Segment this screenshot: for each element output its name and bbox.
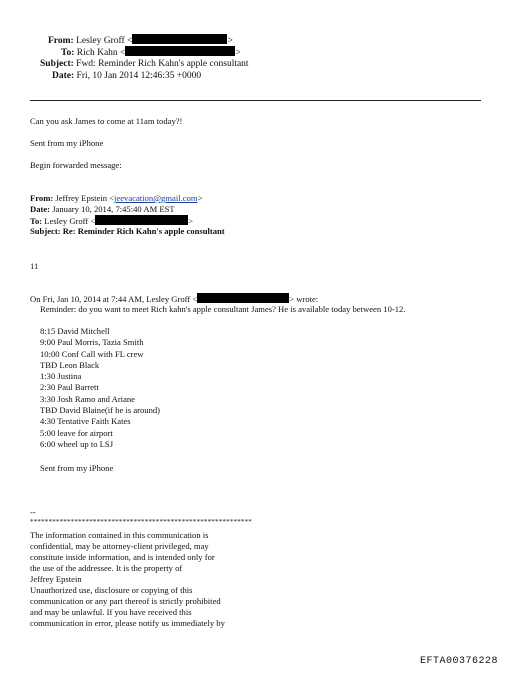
from-close: > bbox=[227, 36, 233, 46]
from-value: Lesley Groff < bbox=[76, 36, 133, 46]
quote-intro-pre: On Fri, Jan 10, 2014 at 7:44 AM, Lesley Groff < bbox=[30, 294, 198, 304]
stars-divider: ************************************************************ bbox=[30, 518, 252, 526]
date-label: Date: bbox=[52, 71, 75, 81]
fwd-to-value: Lesley Groff < bbox=[44, 216, 96, 226]
body-line: Can you ask James to come at 11am today?! bbox=[30, 116, 183, 126]
fwd-subject-label: Subject: bbox=[30, 226, 61, 236]
redaction-bar bbox=[132, 34, 227, 44]
schedule-item: 5:00 leave for airport bbox=[40, 427, 113, 438]
quote-sent: Sent from my iPhone bbox=[40, 463, 114, 473]
schedule-list bbox=[40, 326, 160, 450]
fwd-date-row bbox=[30, 204, 175, 215]
from-label: From: bbox=[48, 36, 74, 46]
schedule-item: 3:30 Josh Ramo and Ariane bbox=[40, 393, 135, 404]
to-close: > bbox=[235, 48, 241, 58]
disclaimer-line: communication in error, please notify us immediately by bbox=[30, 618, 225, 628]
disclaimer-line: and may be unlawful. If you have received this bbox=[30, 607, 192, 617]
fwd-from-close: > bbox=[197, 193, 203, 203]
header-subject-row bbox=[40, 58, 249, 70]
header-date-row bbox=[52, 70, 201, 82]
redaction-bar bbox=[95, 215, 188, 225]
fwd-subject-row bbox=[30, 226, 225, 237]
schedule-item: 8:15 David Mitchell bbox=[40, 326, 110, 336]
signature-dashes: -- bbox=[30, 507, 36, 517]
fwd-to-close: > bbox=[188, 216, 194, 226]
fwd-from-email-link[interactable]: jeevacation@gmail.com bbox=[114, 193, 198, 203]
disclaimer-line: communication or any part thereof is strictly prohibited bbox=[30, 596, 221, 606]
header-divider bbox=[30, 100, 481, 101]
quote-intro-post: > wrote: bbox=[289, 294, 319, 304]
redaction-bar bbox=[125, 46, 235, 56]
date-value: Fri, 10 Jan 2014 12:46:35 +0000 bbox=[76, 71, 202, 81]
disclaimer-line: Unauthorized use, disclosure or copying of this bbox=[30, 585, 193, 595]
disclaimer-line: constitute inside information, and is intended only for bbox=[30, 552, 215, 562]
reply-text: 11 bbox=[30, 261, 39, 271]
fwd-from-row bbox=[30, 193, 202, 204]
disclaimer-block bbox=[30, 530, 225, 629]
schedule-item: 10:00 Conf Call with FL crew bbox=[40, 348, 144, 359]
to-value: Rich Kahn < bbox=[76, 48, 126, 58]
schedule-item: 4:30 Tentative Faith Kates bbox=[40, 416, 131, 427]
body-line: Sent from my iPhone bbox=[30, 138, 104, 148]
fwd-from-value: Jeffrey Epstein < bbox=[55, 193, 115, 203]
schedule-item: 9:00 Paul Morris, Tazia Smith bbox=[40, 337, 144, 348]
fwd-date-label: Date: bbox=[30, 204, 51, 214]
disclaimer-line: Jeffrey Epstein bbox=[30, 574, 82, 584]
body-line: Begin forwarded message: bbox=[30, 160, 122, 170]
fwd-to-label: To: bbox=[30, 216, 43, 226]
redaction-bar bbox=[197, 293, 289, 303]
document-id: EFTA00376228 bbox=[419, 656, 498, 667]
quote-reminder: Reminder: do you want to meet Rich kahn's apple consultant James? He is available today between 10-12. bbox=[40, 304, 406, 314]
disclaimer-line: confidential, may be attorney-client privileged, may bbox=[30, 541, 209, 551]
schedule-item: TBD Leon Black bbox=[40, 359, 100, 370]
schedule-item: 6:00 wheel up to LSJ bbox=[40, 438, 114, 449]
schedule-item: 2:30 Paul Barrett bbox=[40, 382, 99, 393]
fwd-subject-value: Re: Reminder Rich Kahn's apple consultant bbox=[62, 226, 225, 236]
subject-label: Subject: bbox=[40, 59, 74, 69]
subject-value: Fwd: Reminder Rich Kahn's apple consultant bbox=[76, 59, 249, 69]
disclaimer-line: The information contained in this communication is bbox=[30, 530, 209, 540]
schedule-item: 1:30 Justina bbox=[40, 371, 82, 382]
to-label: To: bbox=[61, 48, 75, 58]
fwd-date-value: January 10, 2014, 7:45:40 AM EST bbox=[52, 204, 175, 214]
fwd-from-label: From: bbox=[30, 193, 54, 203]
disclaimer-line: the use of the addressee. It is the property of bbox=[30, 563, 183, 573]
schedule-item: TBD David Blaine(if he is around) bbox=[40, 405, 161, 416]
